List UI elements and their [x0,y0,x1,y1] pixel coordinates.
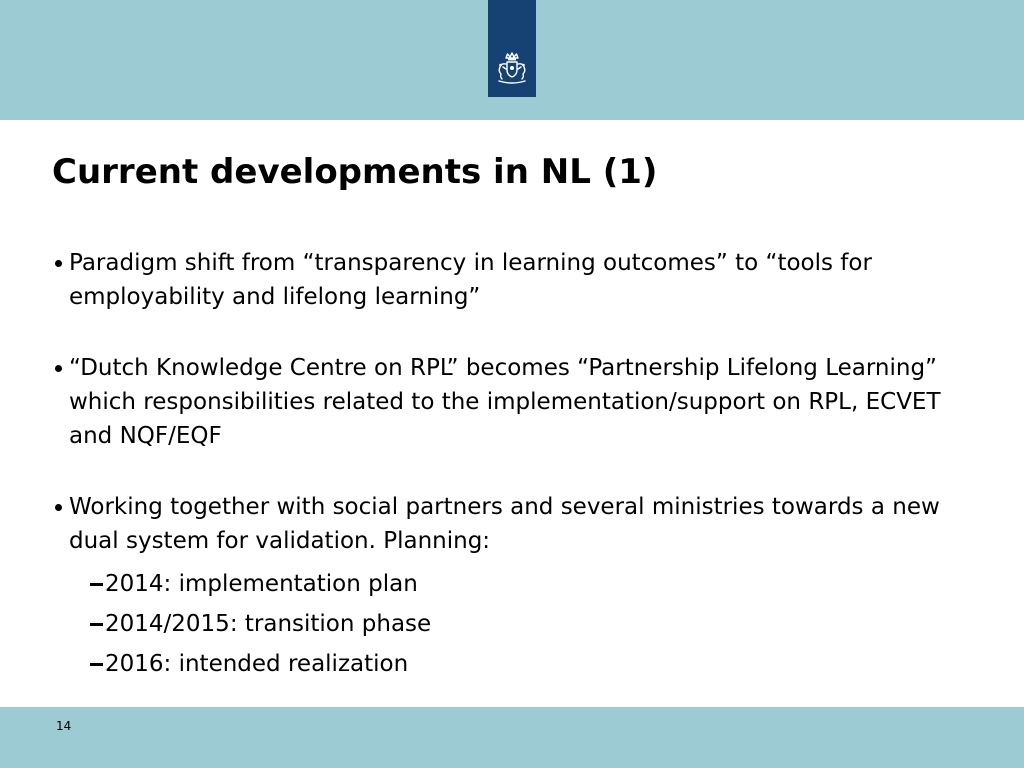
dutch-coat-of-arms-icon [492,50,532,86]
sub-bullet-text: 2014/2015: transition phase [105,611,432,637]
slide-title: Current developments in NL (1) [52,152,658,192]
bullet-list [52,246,952,684]
bullet-item [52,351,952,453]
bullet-dot-icon [55,365,62,372]
header-band [0,0,1024,120]
sub-bullet-item [75,644,952,684]
sub-bullet-text: 2016: intended realization [105,651,409,677]
bullet-item [52,246,952,314]
bullet-dot-icon [55,504,62,511]
bullet-text: Working together with social partners and several ministries towards a new dual system for validation. Planning: [69,494,940,554]
sub-bullet-item [75,564,952,604]
bullet-text: “Dutch Knowledge Centre on RPL” becomes “Partnership Lifelong Learning” which responsibilities related to the implementation/support on RPL, ECVET and NQF/EQF [69,355,941,449]
sub-bullet-item [75,604,952,644]
bullet-text: Paradigm shift from “transparency in learning outcomes” to “tools for employability and lifelong learning” [69,250,872,310]
page-number: 14 [56,719,72,733]
planning-sub-list [69,564,952,684]
logo-ribbon [488,0,536,97]
dash-icon [90,663,103,666]
sub-bullet-text: 2014: implementation plan [105,571,418,597]
bullet-item [52,490,952,684]
dash-icon [90,583,103,586]
bullet-dot-icon [55,260,62,267]
dash-icon [90,623,103,626]
footer-band [0,707,1024,768]
